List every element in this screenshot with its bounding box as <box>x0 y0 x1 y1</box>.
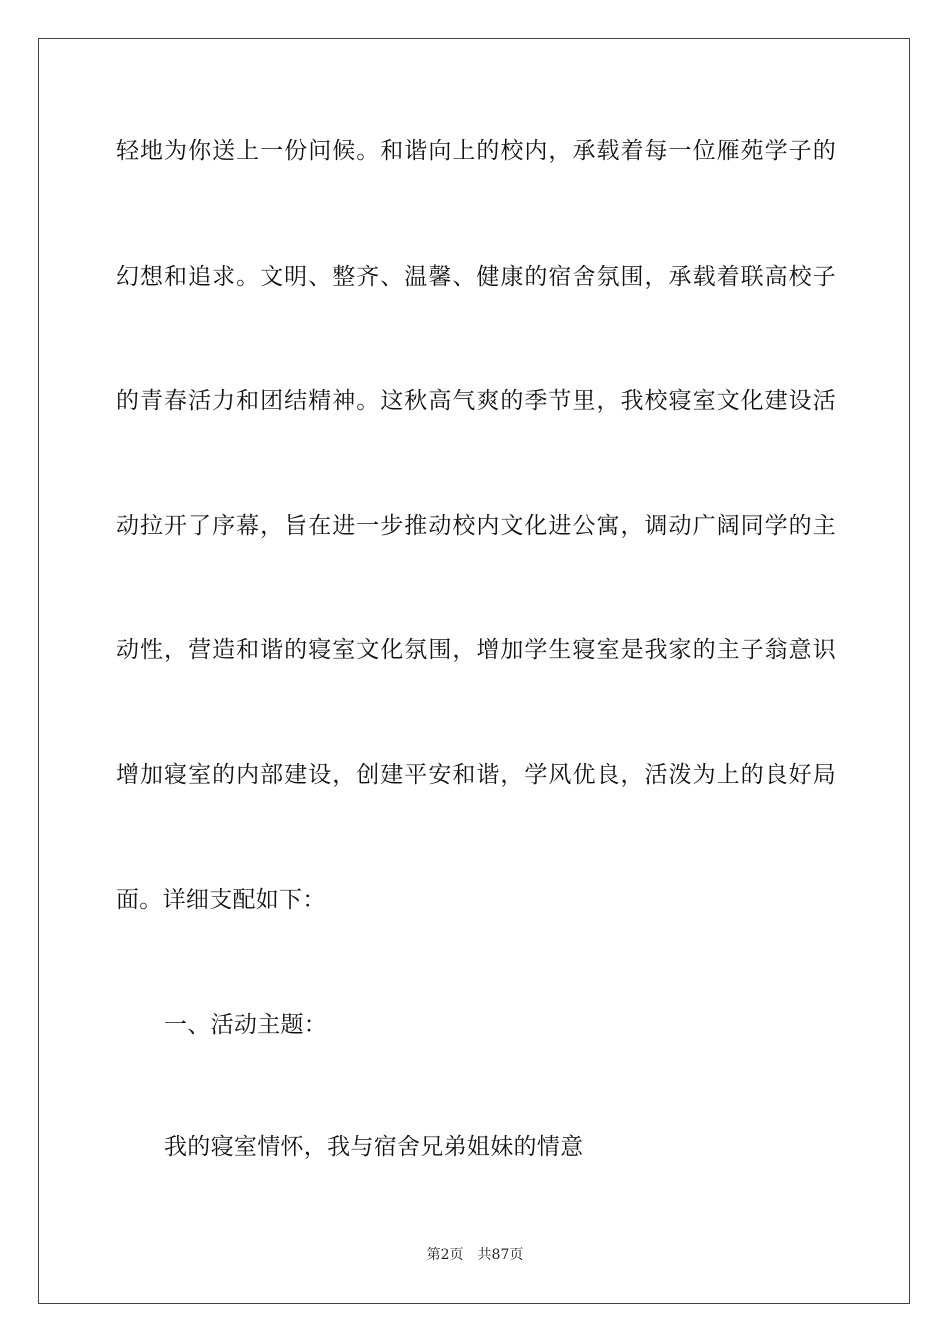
section-heading: 一、活动主题： <box>164 1012 328 1038</box>
page-number: 第2页 <box>426 1247 464 1263</box>
page-border <box>38 38 910 1304</box>
body-paragraph-line: 增加寝室的内部建设，创建平安和谐，学风优良，活泼为上的良好局 <box>116 762 836 788</box>
body-paragraph-line: 动性，营造和谐的寝室文化氛围，增加学生寝室是我家的主子翁意识 <box>116 637 836 663</box>
page-footer <box>0 1246 950 1264</box>
body-paragraph-last-line: 面。详细支配如下： <box>116 887 326 913</box>
page-total: 共87页 <box>477 1247 524 1263</box>
body-paragraph-line: 幻想和追求。文明、整齐、温馨、健康的宿舍氛围，承载着联高校子 <box>116 264 836 290</box>
body-paragraph-line: 轻地为你送上一份问候。和谐向上的校内，承载着每一位雁苑学子的 <box>116 138 836 164</box>
body-paragraph-line: 动拉开了序幕，旨在进一步推动校内文化进公寓，调动广阔同学的主 <box>116 513 836 539</box>
theme-text: 我的寝室情怀，我与宿舍兄弟姐妹的情意 <box>164 1134 584 1160</box>
body-paragraph-line: 的青春活力和团结精神。这秋高气爽的季节里，我校寝室文化建设活 <box>116 388 836 414</box>
